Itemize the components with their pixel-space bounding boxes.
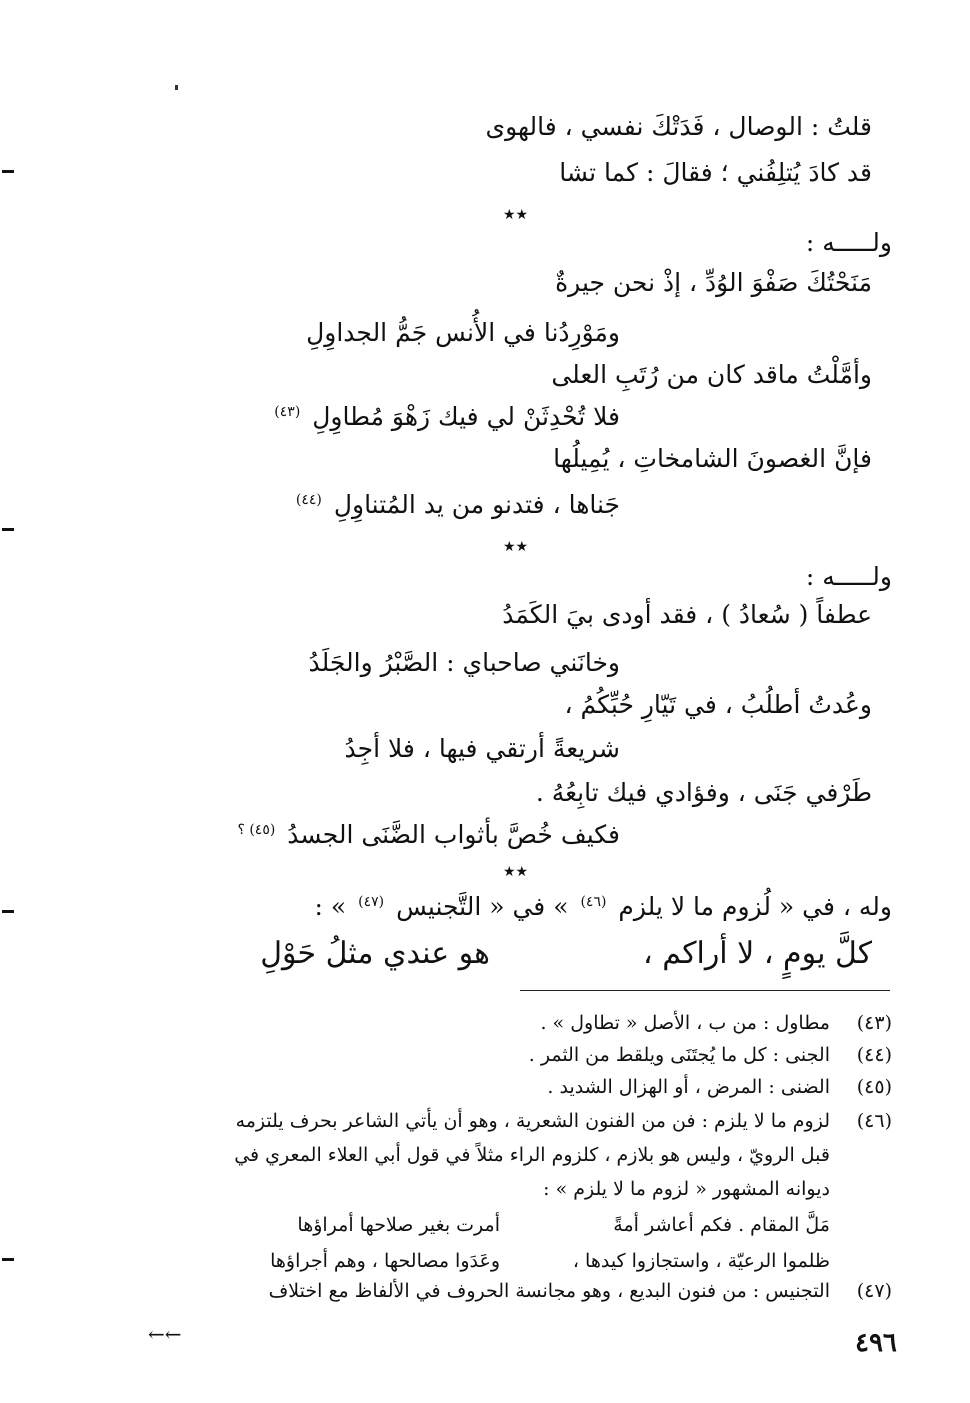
- footnote-text: ديوانه المشهور « لزوم ما لا يلزم » :: [543, 1178, 830, 1200]
- footnote-number: (٤٤): [856, 1044, 892, 1066]
- footnote-verse: أمرت بغير صلاحها أمراؤها: [297, 1214, 500, 1236]
- footnote-text: التجنيس : من فنون البديع ، وهو مجانسة الحروف في الألفاظ مع اختلاف: [268, 1280, 830, 1302]
- verse-line: وعُدتُ أطلُبُ ، في تَيّارِ حُبِّكُمُ ،: [564, 690, 872, 719]
- footnote-text: قبل الرويّ ، وليس هو بلازم ، كلزوم الراء مثلاً في قول أبي العلاء المعري في: [234, 1144, 830, 1166]
- heading-text: » :: [314, 892, 347, 921]
- verse-line: [270, 402, 620, 432]
- verse-text: فلا تُحْدِثَنْ لي فيك زَهْوَ مُطاوِلِ: [312, 402, 620, 431]
- footnote-number: (٤٥): [856, 1076, 892, 1098]
- margin-mark: [2, 170, 14, 173]
- footnote-text: الجنى : كل ما يُجتَنَى ويلقط من الثمر .: [528, 1044, 830, 1066]
- verse-line: شريعةً أرتقي فيها ، فلا أجِدُ: [344, 734, 620, 763]
- margin-mark: [2, 1258, 14, 1261]
- margin-mark: [2, 528, 14, 531]
- footnote-ref: (٤٤): [295, 491, 322, 508]
- section-heading: ولـــــه :: [805, 228, 892, 257]
- verse-hemistich: كلَّ يومٍ ، لا أراكم ،: [643, 936, 872, 971]
- verse-line: عطفاً ( سُعادُ ) ، فقد أودى بيَ الكَمَدُ: [502, 600, 872, 629]
- footnote-ref: (٤٥) ؟: [237, 821, 276, 838]
- footnote-ref: (٤٧): [358, 893, 385, 910]
- verse-hemistich: هو عندي مثلُ حَوْلِ: [260, 936, 490, 971]
- verse-line: قد كادَ يُتلِفُني ؛ فقالَ : كما تشا: [559, 158, 872, 187]
- footnote-text: الضنى : المرض ، أو الهزال الشديد .: [547, 1076, 830, 1098]
- footnote-separator: [520, 990, 890, 991]
- section-stars: ★★: [503, 207, 529, 223]
- verse-text: جَناها ، فتدنو من يد المُتناوِلِ: [333, 490, 620, 519]
- section-stars: ★★: [503, 864, 529, 880]
- footnote-text: لزوم ما لا يلزم : فن من الفنون الشعرية ، وهو أن يأتي الشاعر بحرف يلتزمه: [235, 1110, 830, 1132]
- page-number: ٤٩٦: [855, 1328, 897, 1358]
- verse-line: فإنَّ الغصونَ الشامخاتِ ، يُمِيلُها: [553, 444, 872, 473]
- heading-text: وله ، في « لُزوم ما لا يلزم: [618, 892, 892, 921]
- footnote-number: (٤٧): [856, 1280, 892, 1302]
- ink-speck: [175, 85, 178, 90]
- verse-line: [292, 490, 620, 520]
- footnote-text: مطاول : من ب ، الأصل « تطاول » .: [540, 1012, 830, 1034]
- footnote-verse: مَلَّ المقام . فكم أعاشر أمةً: [613, 1214, 830, 1236]
- footnote-verse: وعَدَوا مصالحها ، وهم أجراؤها: [270, 1250, 500, 1272]
- margin-mark: [2, 910, 14, 913]
- verse-line: طَرْفي جَنَى ، وفؤادي فيك تابِعُهُ .: [535, 778, 872, 807]
- footnote-number: (٤٦): [856, 1110, 892, 1132]
- verse-line: ومَوْرِدُنا في الأُنس جَمُّ الجداوِلِ: [306, 318, 620, 347]
- section-heading: [315, 892, 893, 921]
- footnote-number: (٤٣): [856, 1012, 892, 1034]
- verse-line: قلتُ : الوصال ، فَدَتْكَ نفسي ، فالهوى: [485, 112, 872, 141]
- verse-line: وأمَّلْتُ ماقد كان من رُتَبِ العلى: [551, 360, 872, 389]
- section-heading: ولـــــه :: [805, 562, 892, 591]
- verse-line: وخانَني صاحباي : الصَّبْرُ والجَلَدُ: [308, 648, 620, 677]
- section-stars: ★★: [503, 539, 529, 555]
- verse-line: مَنَحْتُكَ صَفْوَ الوُدِّ ، إذْ نحن جيرةٌ: [555, 268, 872, 297]
- footnote-ref: (٤٦): [580, 893, 607, 910]
- footnote-ref: (٤٣): [274, 403, 301, 420]
- verse-line: [233, 820, 620, 850]
- footnote-verse: ظلموا الرعيّة ، واستجازوا كيدها ،: [572, 1250, 830, 1272]
- verse-text: فكيف خُصَّ بأثواب الضَّنَى الجسدُ: [287, 820, 620, 849]
- heading-text: » في « التَّجنيس: [396, 892, 569, 921]
- continuation-arrow: ←←: [148, 1322, 182, 1346]
